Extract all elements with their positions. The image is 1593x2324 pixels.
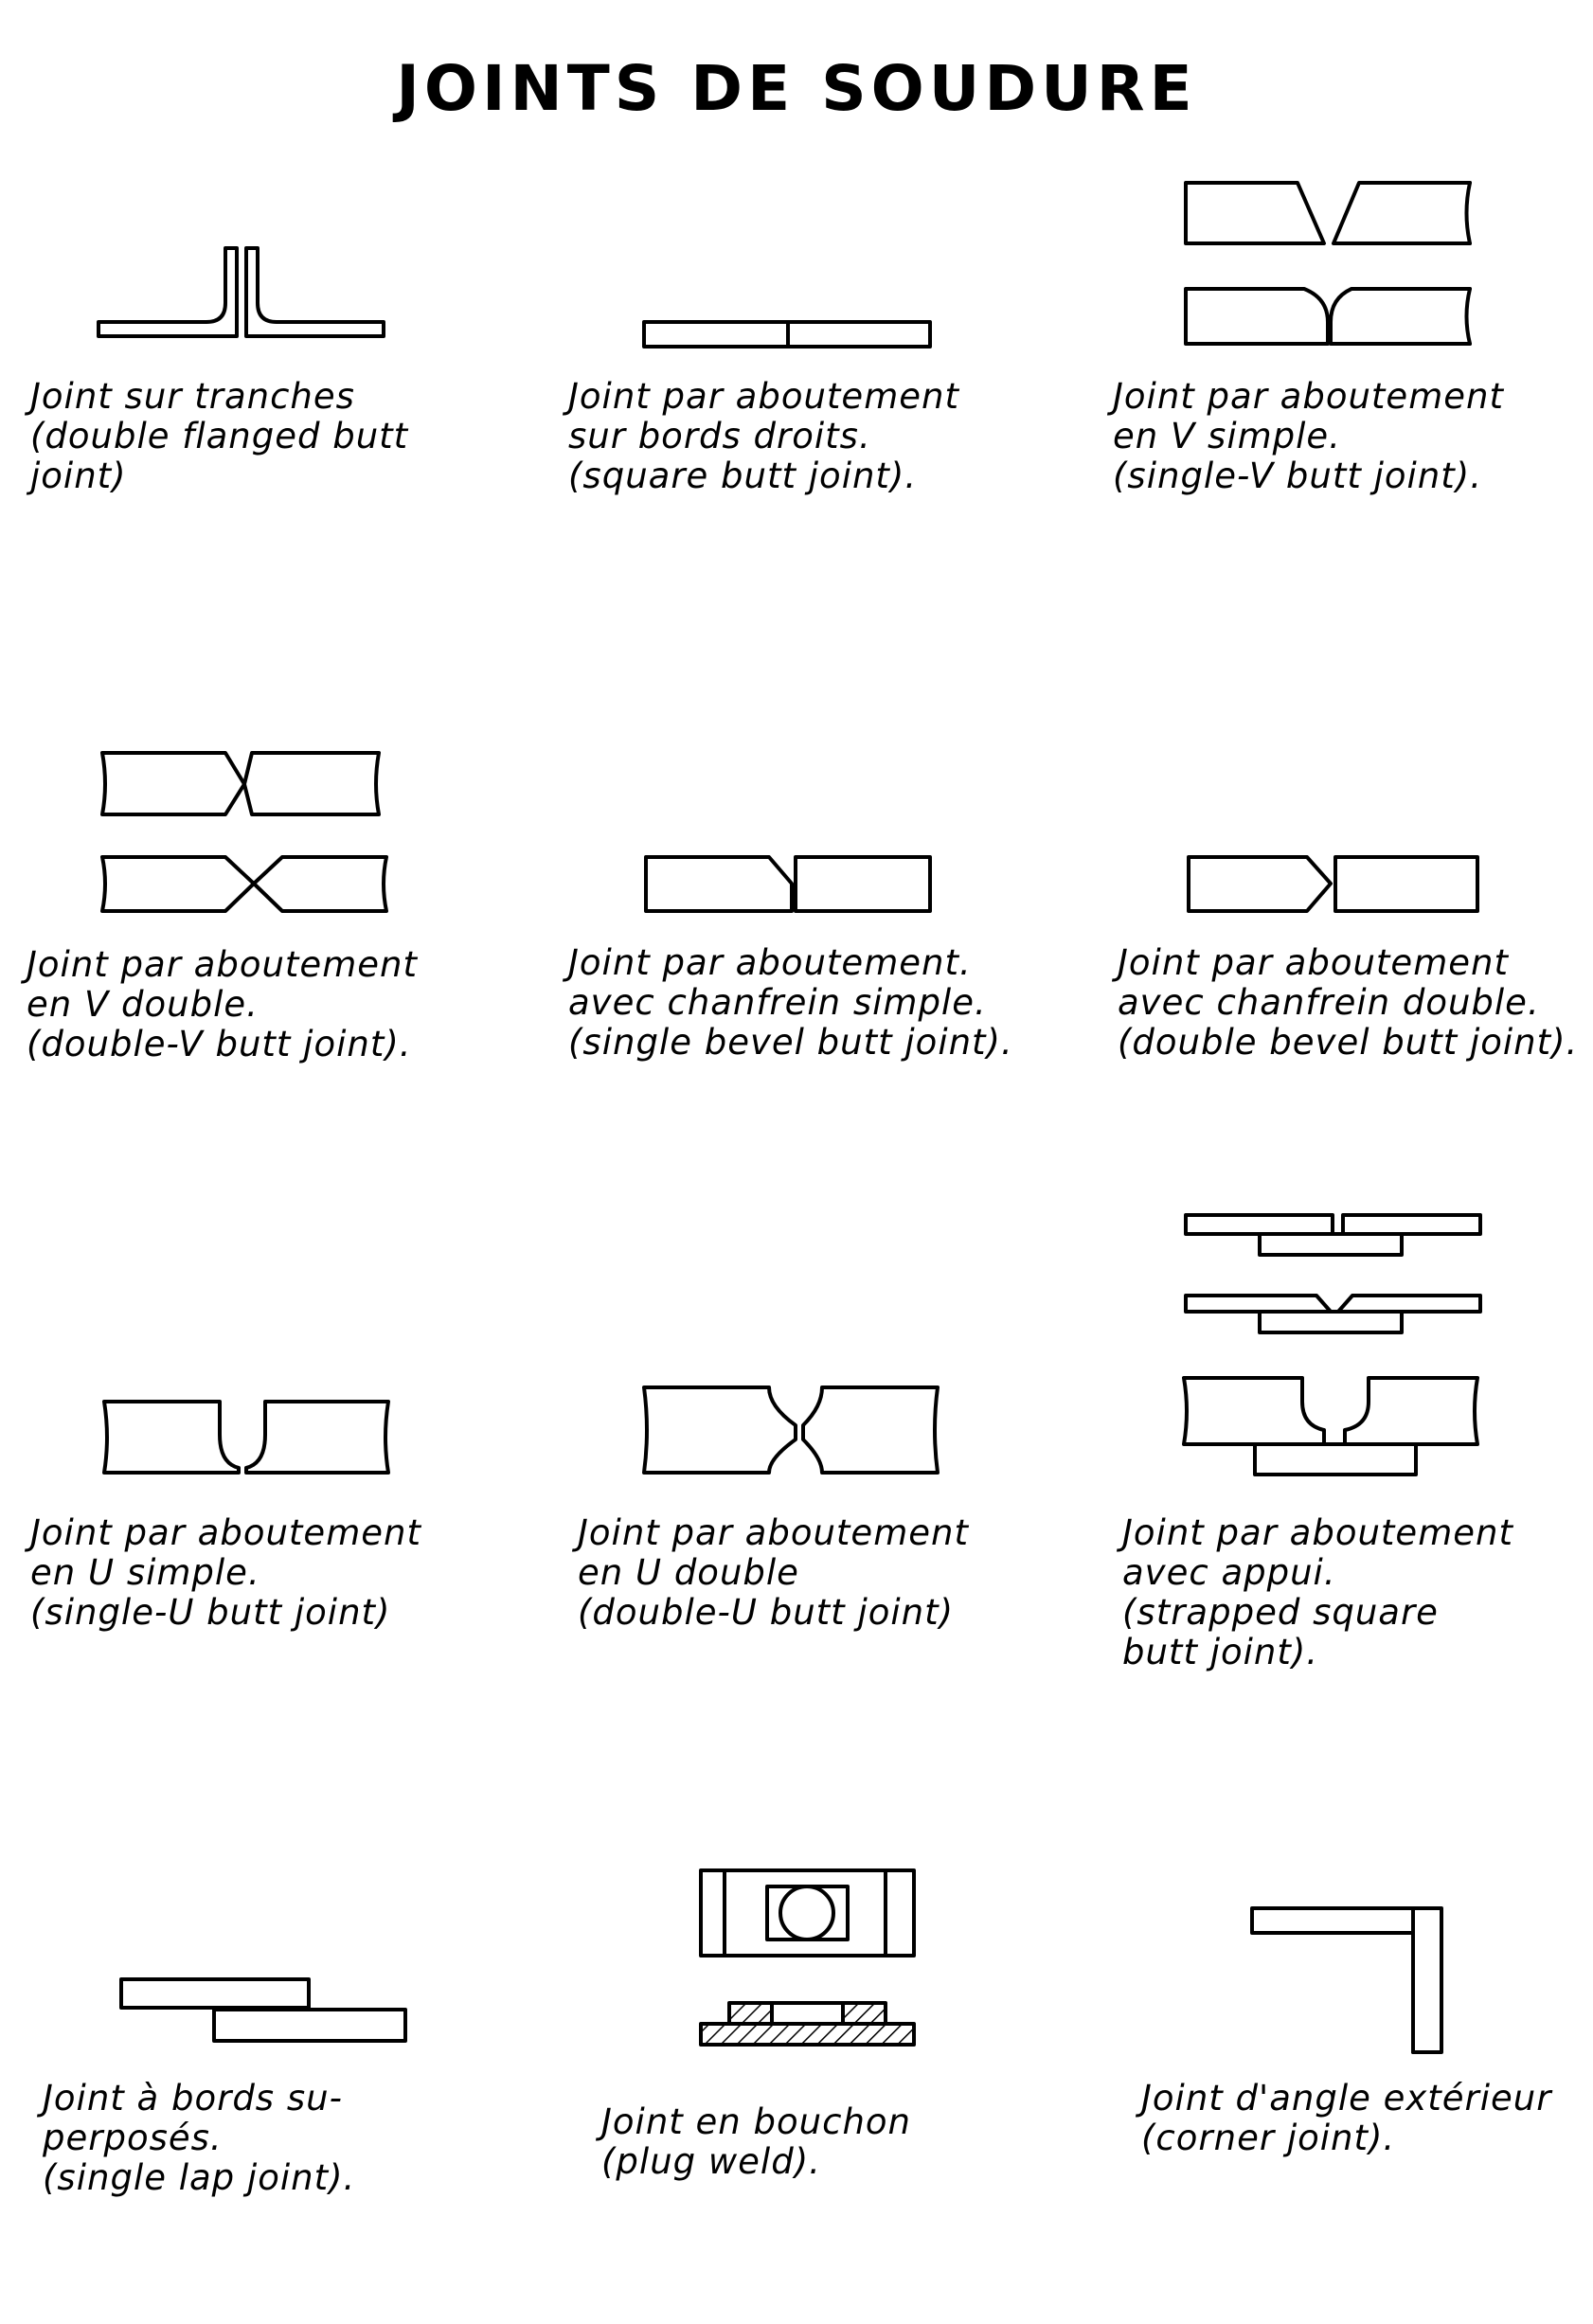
double-bevel-butt-joint-drawing <box>1189 857 1477 911</box>
joint-caption-single-lap: Joint à bords su- perposés. (single lap joint). <box>43 2078 356 2198</box>
double-u-butt-joint-drawing <box>644 1387 938 1473</box>
joint-caption-single-v-butt: Joint par aboutement en V simple. (single-V butt joint). <box>1113 376 1504 496</box>
joint-caption-corner: Joint d'angle extérieur (corner joint). <box>1141 2078 1552 2158</box>
corner-joint-drawing <box>1252 1908 1441 2052</box>
single-v-butt-joint-drawing <box>1186 183 1470 344</box>
single-u-butt-joint-drawing <box>104 1402 388 1473</box>
joint-caption-plug-weld: Joint en bouchon (plug weld). <box>601 2101 911 2182</box>
joint-caption-strapped-square-butt: Joint par aboutement avec appui. (strapped square butt joint). <box>1122 1512 1513 1672</box>
page-title: JOINTS DE SOUDURE <box>396 52 1197 125</box>
double-v-butt-joint-drawing <box>102 753 386 911</box>
plug-weld-drawing <box>701 1870 914 2045</box>
strapped-square-butt-joint-drawing <box>1184 1215 1480 1475</box>
joint-caption-double-flanged-butt: Joint sur tranches (double flanged butt joint) <box>30 376 409 496</box>
single-lap-joint-drawing <box>121 1979 405 2041</box>
joint-caption-square-butt: Joint par aboutement sur bords droits. (square butt joint). <box>568 376 959 496</box>
joint-caption-single-u-butt: Joint par aboutement en U simple. (single-U butt joint) <box>30 1512 421 1633</box>
double-flanged-butt-joint-drawing <box>98 248 384 336</box>
square-butt-joint-drawing <box>644 322 930 347</box>
joint-caption-single-bevel-butt: Joint par aboutement. avec chanfrein simple. (single bevel butt joint). <box>568 942 1013 1063</box>
joint-caption-double-bevel-butt: Joint par aboutement avec chanfrein double. (double bevel butt joint). <box>1118 942 1579 1063</box>
joint-caption-double-v-butt: Joint par aboutement en V double. (double-V butt joint). <box>27 944 418 1064</box>
single-bevel-butt-joint-drawing <box>646 857 930 911</box>
joint-caption-double-u-butt: Joint par aboutement en U double (double-U butt joint) <box>578 1512 969 1633</box>
